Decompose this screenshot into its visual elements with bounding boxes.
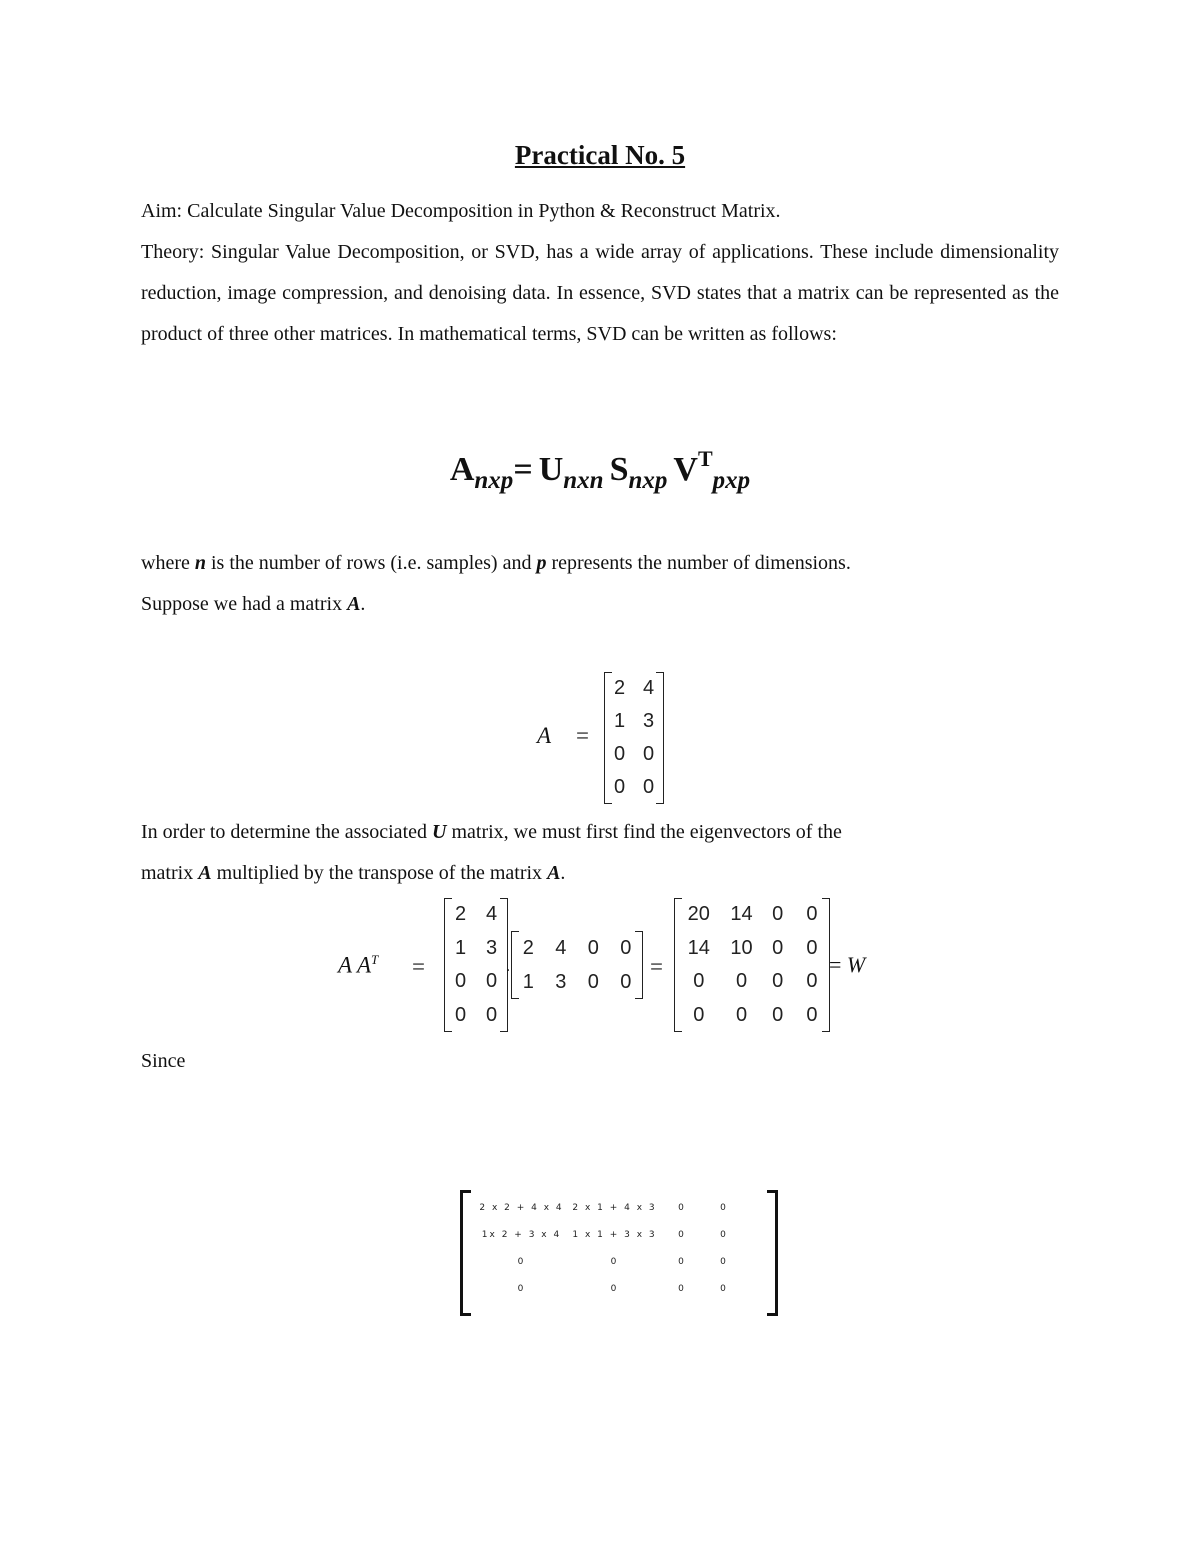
- matrix-cell: 0: [735, 1003, 748, 1026]
- matrix-cell: 0: [678, 1283, 686, 1294]
- matrix-cell: 0: [620, 970, 632, 993]
- since-text: Since: [141, 1050, 186, 1072]
- matrix-a-label: A: [537, 723, 552, 748]
- matrix-cell: 20: [687, 903, 710, 926]
- matrix-cell: 0: [806, 970, 818, 993]
- matrix-cell: 0: [587, 936, 599, 959]
- matrix-cell: 0: [772, 903, 784, 926]
- multiply-dot: .: [506, 958, 510, 975]
- expanded-matrix: [460, 1190, 778, 1316]
- matrix-cell: 0: [485, 1003, 498, 1026]
- matrix-cell: 0: [517, 1283, 526, 1294]
- matrix-cell: 1: [454, 936, 467, 959]
- matrix-cell: 0: [806, 1003, 818, 1026]
- matrix-cell: 2: [522, 936, 534, 959]
- matrix-a-equals: =: [576, 723, 589, 748]
- matrix-cell: 0: [720, 1202, 728, 1213]
- aat-label: A $A^T$: [338, 952, 379, 978]
- matrix-a-left: [444, 898, 508, 1032]
- matrix-cell: 14: [687, 936, 710, 959]
- matrix-cell: 1: [522, 970, 534, 993]
- matrix-cell: 0: [720, 1229, 728, 1240]
- matrix-cell: 0: [772, 970, 784, 993]
- matrix-cell: 2: [454, 903, 467, 926]
- matrix-cell: 1x 2 + 3 x 4: [481, 1229, 562, 1240]
- svd-formula: $A_{nxp}= U_{nxn}$ $S_{nxp}$ $V^T_{pxp}$: [449, 446, 751, 494]
- matrix-w: [674, 898, 830, 1032]
- matrix-cell: 0: [454, 1003, 467, 1026]
- matrix-cell: 0: [678, 1256, 686, 1267]
- matrix-cell: 4: [555, 936, 567, 959]
- matrix-a-transpose: [511, 931, 643, 999]
- w-label: = W: [829, 952, 866, 977]
- matrix-cell: 0: [678, 1202, 686, 1213]
- matrix-cell: 0: [620, 936, 632, 959]
- matrix-cell: 1 x 1 + 3 x 3: [572, 1229, 657, 1240]
- matrix-cell: 0: [642, 776, 655, 798]
- matrix-cell: 2 x 1 + 4 x 3: [572, 1202, 657, 1213]
- matrix-cell: 0: [720, 1256, 728, 1267]
- matrix-cell: 2 x 2 + 4 x 4: [479, 1202, 564, 1213]
- order-text-line1: In order to determine the associated U matrix, we must first find the eigenvectors of the: [141, 821, 842, 843]
- matrix-cell: 3: [642, 710, 655, 732]
- matrix-cell: 0: [806, 936, 818, 959]
- matrix-cell: 0: [454, 970, 467, 993]
- suppose-text: Suppose we had a matrix A.: [141, 593, 366, 615]
- matrix-cell: 1: [613, 710, 626, 732]
- matrix-cell: 10: [730, 936, 753, 959]
- matrix-cell: 0: [610, 1283, 619, 1294]
- matrix-cell: 0: [806, 903, 818, 926]
- matrix-cell: 0: [735, 970, 748, 993]
- order-text-line2: matrix A multiplied by the transpose of the matrix A.: [141, 862, 566, 884]
- matrix-cell: 0: [613, 743, 626, 765]
- aat-equals: =: [412, 954, 425, 979]
- matrix-cell: 0: [587, 970, 599, 993]
- matrix-cell: 0: [693, 970, 705, 993]
- where-text: where n is the number of rows (i.e. samples) and p represents the number of dimensions.: [141, 552, 851, 574]
- matrix-cell: 3: [555, 970, 567, 993]
- page-title: Practical No. 5: [514, 140, 686, 170]
- matrix-cell: 0: [678, 1229, 686, 1240]
- matrix-cell: 2: [613, 677, 626, 699]
- matrix-cell: 4: [642, 677, 655, 699]
- result-equals: =: [650, 954, 663, 979]
- matrix-cell: 0: [772, 1003, 784, 1026]
- matrix-cell: 0: [720, 1283, 728, 1294]
- matrix-cell: 14: [730, 903, 753, 926]
- matrix-a: [604, 672, 664, 804]
- aim-text: Aim: Calculate Singular Value Decomposition in Python & Reconstruct Matrix.: [141, 200, 781, 222]
- matrix-cell: 0: [485, 970, 498, 993]
- matrix-cell: 0: [610, 1256, 619, 1267]
- matrix-cell: 0: [693, 1003, 705, 1026]
- matrix-cell: 0: [642, 743, 655, 765]
- matrix-cell: 0: [517, 1256, 526, 1267]
- matrix-cell: 3: [485, 936, 498, 959]
- matrix-cell: 4: [485, 903, 498, 926]
- matrix-cell: 0: [613, 776, 626, 798]
- theory-text: Theory: Singular Value Decomposition, or SVD, has a wide array of applications. These include dimensionality reduction, image compression, and denoising data. In essence, SVD states that a matrix can be represented as the product of three other matrices. In mathematical terms, SVD can be written as follows:: [141, 241, 1059, 345]
- matrix-cell: 0: [772, 936, 784, 959]
